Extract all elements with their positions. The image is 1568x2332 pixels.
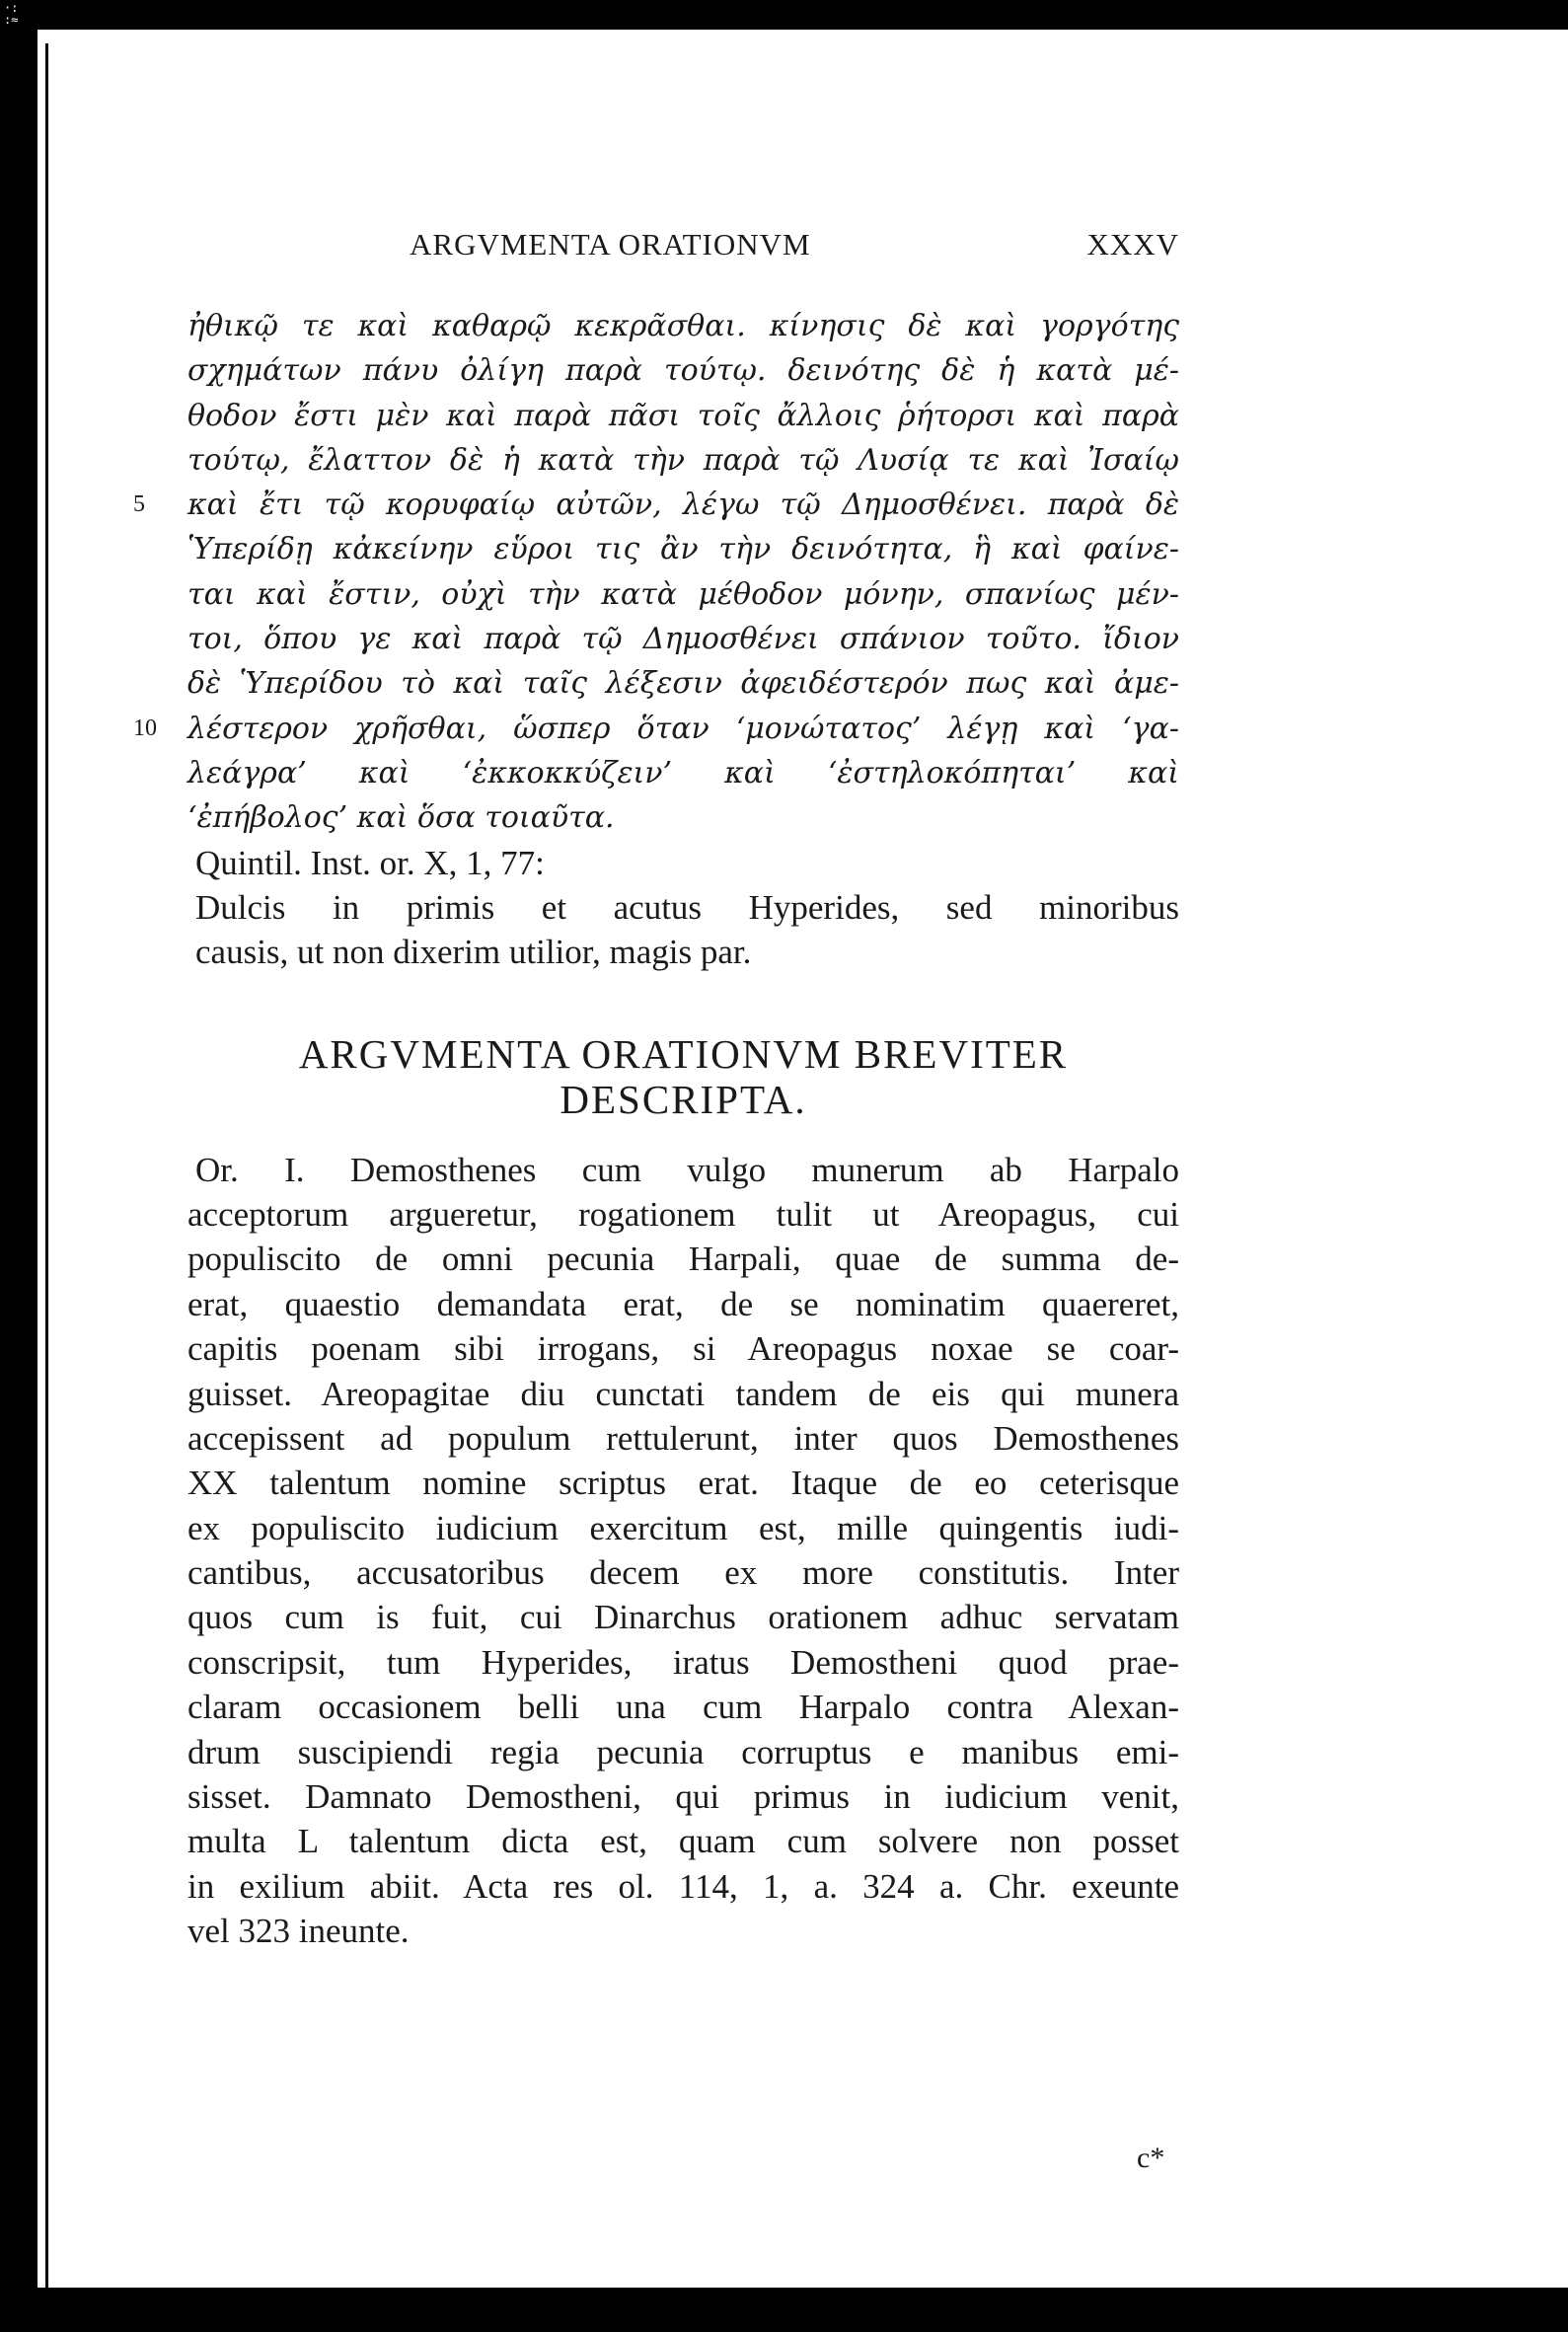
greek-passage [133, 304, 1179, 841]
paragraph-line: multa L talentum dicta est, quam cum solvere non posset [187, 1822, 1179, 1861]
greek-line [187, 394, 1179, 438]
quintilian-citation-block [187, 841, 1179, 974]
greek-line-text: θοδον ἔστι μὲν καὶ παρὰ πᾶσι τοῖς ἄλλοις ῥήτορσι καὶ παρὰ [187, 398, 1179, 433]
paragraph-line: cantibus, accusatoribus decem ex more constitutis. Inter [187, 1553, 1179, 1593]
section-heading [187, 1031, 1179, 1122]
section-heading-line: DESCRIPTA. [560, 1076, 807, 1122]
page-number: XXXV [1086, 227, 1179, 262]
greek-line [187, 438, 1179, 483]
paragraph-line: in exilium abiit. Acta res ol. 114, 1, a. 324 a. Chr. exeunte [187, 1866, 1179, 1906]
citation-quote-line: causis, ut non dixerim utilior, magis par. [195, 932, 752, 971]
paragraph-line: conscripsit, tum Hyperides, iratus Demostheni quod prae- [187, 1642, 1179, 1682]
greek-line [187, 661, 1179, 706]
greek-line-text: σχημάτων πάνυ ὀλίγη παρὰ τούτῳ. δεινότης δὲ ἡ κατὰ μέ- [187, 353, 1179, 389]
book-page [133, 227, 1179, 2174]
greek-line [187, 572, 1179, 617]
greek-line-text: τοι, ὅπου γε καὶ παρὰ τῷ Δημοσθένει σπάνιον τοῦτο. ἴδιον [187, 622, 1179, 657]
paragraph-line: Or. I. Demosthenes cum vulgo munerum ab Harpalo [195, 1150, 1179, 1189]
greek-line-text: ‘ἐπήβολος’ καὶ ὅσα τοιαῦτα. [187, 800, 615, 836]
scan-border-bottom [0, 2288, 1568, 2332]
scan-inner-margin [37, 30, 45, 2288]
running-head-title: ARGVMENTA ORATIONVM [410, 227, 811, 262]
greek-line-text: Ὑπερίδῃ κἀκείνην εὕροι τις ἂν τὴν δεινότητα, ἣ καὶ φαίνε- [187, 532, 1179, 567]
paragraph-line: guisset. Areopagitae diu cunctati tandem de eis qui munera [187, 1374, 1179, 1413]
paragraph-line: quos cum is fuit, cui Dinarchus orationem adhuc servatam [187, 1598, 1179, 1637]
greek-line-text: λεάγρα’ καὶ ‘ἐκκοκκύζειν’ καὶ ‘ἐστηλοκόπηται’ καὶ [187, 755, 1179, 790]
line-number: 10 [133, 715, 157, 741]
scan-border-left [0, 0, 37, 2332]
scan-edge-line [45, 43, 48, 2288]
paragraph-line: XX talentum nomine scriptus erat. Itaque de eo ceterisque [187, 1464, 1179, 1503]
greek-line [133, 483, 1179, 527]
paragraph-line: ex populiscito iudicium exercitum est, mille quingentis iudi- [187, 1508, 1179, 1547]
greek-line-text: καὶ ἔτι τῷ κορυφαίῳ αὐτῶν, λέγω τῷ Δημοσθένει. παρὰ δὲ [187, 488, 1179, 523]
greek-line-text: δὲ Ὑπερίδου τὸ καὶ ταῖς λέξεσιν ἀφειδέστερόν πως καὶ ἀμε- [187, 666, 1179, 702]
greek-line [187, 751, 1179, 795]
greek-line [187, 348, 1179, 393]
paragraph-line: erat, quaestio demandata erat, de se nominatim quaereret, [187, 1284, 1179, 1323]
scan-noise-mark: ·: :≈ [4, 1, 19, 27]
paragraph-line: populiscito de omni pecunia Harpali, quae de summa de- [187, 1240, 1179, 1279]
paragraph-line: acceptorum argueretur, rogationem tulit ut Areopagus, cui [187, 1194, 1179, 1234]
section-heading-line: ARGVMENTA ORATIONVM BREVITER [298, 1030, 1069, 1077]
greek-line-text: τούτῳ, ἔλαττον δὲ ἡ κατὰ τὴν παρὰ τῷ Λυσίᾳ τε καὶ Ἰσαίῳ [187, 442, 1179, 478]
paragraph-line: capitis poenam sibi irrogans, si Areopagus noxae se coar- [187, 1329, 1179, 1369]
greek-line [187, 795, 1179, 840]
citation-reference: Quintil. Inst. or. X, 1, 77: [195, 843, 545, 882]
signature-mark: c* [1137, 2142, 1165, 2174]
argument-paragraph [187, 1148, 1179, 1954]
scan-border-top [0, 0, 1568, 30]
greek-line-text: λέστερον χρῆσθαι, ὥσπερ ὅταν ‘μονώτατος’ λέγῃ καὶ ‘γα- [187, 711, 1179, 746]
greek-line-text: ἠθικῷ τε καὶ καθαρῷ κεκρᾶσθαι. κίνησις δὲ καὶ γοργότης [187, 309, 1179, 343]
paragraph-line: drum suscipiendi regia pecunia corruptus e manibus emi- [187, 1732, 1179, 1771]
citation-quote-line: Dulcis in primis et acutus Hyperides, sed minoribus [195, 887, 1179, 927]
paragraph-line: sisset. Damnato Demostheni, qui primus in iudicium venit, [187, 1777, 1179, 1817]
greek-line-text: ται καὶ ἔστιν, οὐχὶ τὴν κατὰ μέθοδον μόνην, σπανίως μέν- [187, 576, 1179, 612]
greek-line [133, 707, 1179, 751]
paragraph-line: vel 323 ineunte. [187, 1912, 410, 1951]
greek-line [187, 617, 1179, 661]
running-head [187, 227, 1179, 270]
paragraph-line: accepissent ad populum rettulerunt, inter quos Demosthenes [187, 1418, 1179, 1458]
line-number: 5 [133, 491, 145, 518]
greek-line [187, 304, 1179, 348]
greek-line [187, 527, 1179, 571]
paragraph-line: claram occasionem belli una cum Harpalo contra Alexan- [187, 1688, 1179, 1727]
